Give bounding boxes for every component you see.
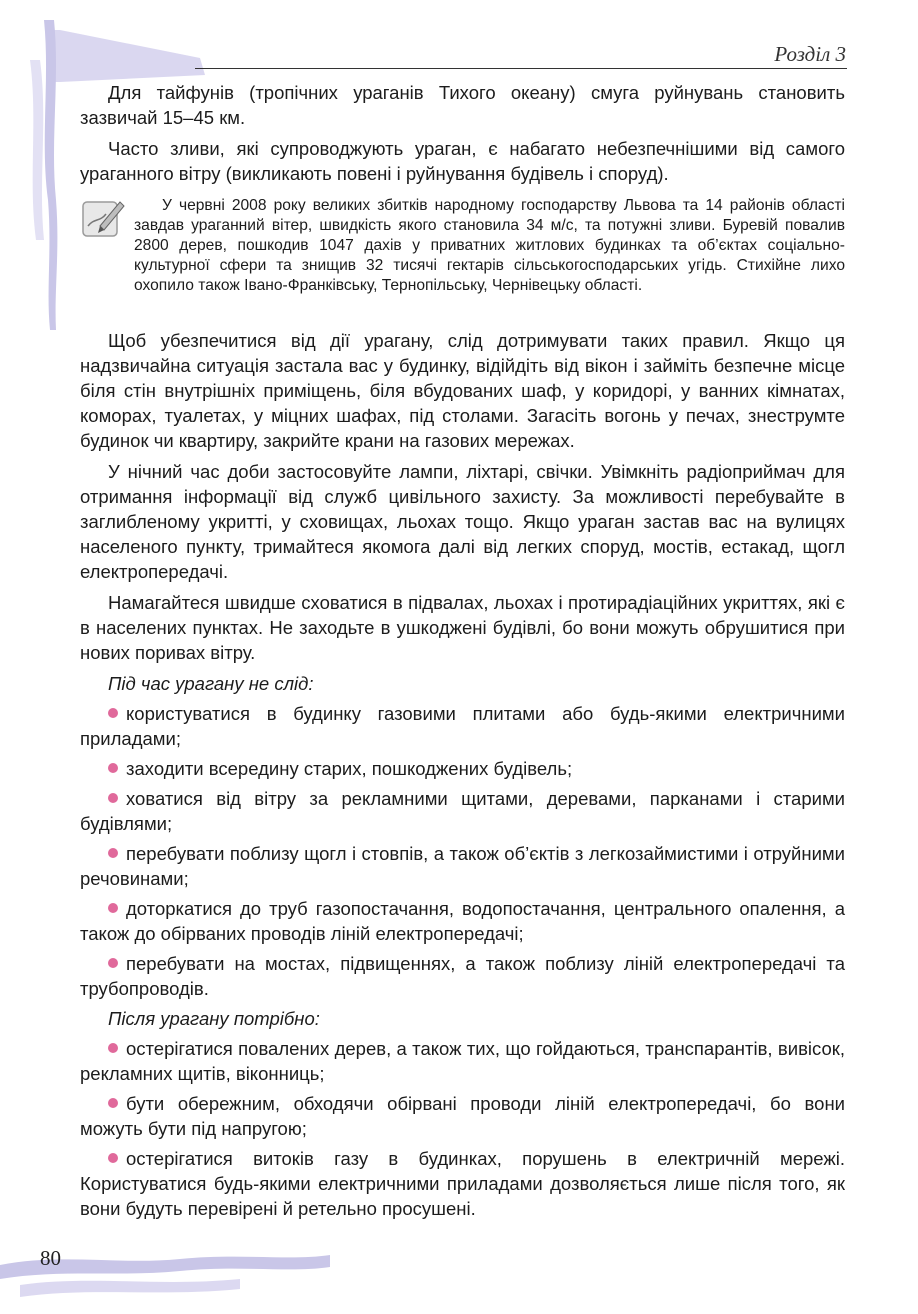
note-box bbox=[80, 196, 845, 302]
after-heading: Після урагану потрібно: bbox=[108, 1008, 320, 1029]
bullet-icon bbox=[108, 958, 118, 968]
bullet-icon bbox=[108, 1043, 118, 1053]
section-label: Розділ 3 bbox=[774, 42, 846, 66]
bullet-icon bbox=[108, 1153, 118, 1163]
list-item: перебувати на мостах, підвищеннях, а також поблизу ліній електропередачі та трубопроводів. bbox=[80, 953, 845, 999]
page-content bbox=[80, 80, 845, 1226]
header-rule bbox=[195, 68, 847, 69]
bullet-icon bbox=[108, 708, 118, 718]
body-paragraph: Намагайтеся швидше сховатися в підвалах, льохах і протирадіаційних укриттях, які є в населених пунктах. Не заходьте в ушкоджені будівлі, бо вони можуть обрушитися при нових поривах вітру. bbox=[80, 592, 845, 663]
list-item: остерігатися повалених дерев, а також тих, що гойдаються, транспарантів, вивісок, рекламних щитів, віконниць; bbox=[80, 1038, 845, 1084]
intro-paragraph: Для тайфунів (тропічних ураганів Тихого океану) смуга руйнувань становить зазвичай 15–45 км. bbox=[80, 82, 845, 128]
note-text: У червні 2008 року великих збитків народному господарству Львова та 14 районів області завдав ураганний вітер, швидкість якого становила 34 м/с, та потужні зливи. Буревій повалив 2800 дерев, пошкодив 1047 дахів у приватних житлових будинках та об’єктах соціально-культурної сфери та знищив 32 тисячі гектарів сільськогосподарських угідь. Стихійне лихо охопило також Івано-Франківську, Тернопільську, Чернівецьку області. bbox=[134, 197, 845, 294]
list-item: користуватися в будинку газовими плитами або будь-якими електричними приладами; bbox=[80, 703, 845, 749]
list-item: остерігатися витоків газу в будинках, порушень в електричній мережі. Користуватися будь-якими електричними приладами дозволяється лише після того, як вони будуть перевірені й ретельно просушені. bbox=[80, 1148, 845, 1219]
list-item: ховатися від вітру за рекламними щитами, деревами, парканами і старими будівлями; bbox=[80, 788, 845, 834]
intro-paragraph: Часто зливи, які супроводжують ураган, є набагато небезпечнішими від самого ураганного вітру (викликають повені і руйнування будівель і споруд). bbox=[80, 138, 845, 184]
list-item: доторкатися до труб газопостачання, водопостачання, центрального опалення, а також до обірваних проводів ліній електропередачі; bbox=[80, 898, 845, 944]
list-item: бути обережним, обходячи обірвані проводи ліній електропередачі, бо вони можуть бути під напругою; bbox=[80, 1093, 845, 1139]
list-item: заходити всередину старих, пошкоджених будівель; bbox=[80, 756, 845, 781]
during-list bbox=[80, 701, 845, 1001]
body-paragraph: Щоб убезпечитися від дії урагану, слід дотримувати таких правил. Якщо ця надзвичайна ситуація застала вас у будинку, відійдіть від вікон і займіть безпечне місце біля стін внутрішніх приміщень, біля вбудованих шаф, у коридорі, у ванних кімнатах, коморах, туалетах, у міцних шафах, під столами. Загасіть вогонь у печах, знеструмте будинок чи квартиру, закрийте крани на газових мережах. bbox=[80, 330, 845, 451]
bullet-icon bbox=[108, 903, 118, 913]
body-paragraph: У нічний час доби застосовуйте лампи, ліхтарі, свічки. Увімкніть радіоприймач для отримання інформації від служб цивільного захисту. За можливості перебувайте в заглибленому укритті, у сховищах, льохах тощо. Якщо ураган застав вас на вулицях населеного пункту, тримайтеся якомога далі від легких споруд, мостів, естакад, щогл електропередачі. bbox=[80, 461, 845, 582]
list-item: перебувати поблизу щогл і стовпів, а також об’єктів з легкозаймистими і отруйними речовинами; bbox=[80, 843, 845, 889]
during-heading: Під час урагану не слід: bbox=[108, 673, 314, 694]
page-number: 80 bbox=[40, 1246, 61, 1270]
bullet-icon bbox=[108, 1098, 118, 1108]
pencil-note-icon bbox=[80, 196, 126, 242]
after-list bbox=[80, 1036, 845, 1221]
bullet-icon bbox=[108, 763, 118, 773]
bullet-icon bbox=[108, 848, 118, 858]
bullet-icon bbox=[108, 793, 118, 803]
